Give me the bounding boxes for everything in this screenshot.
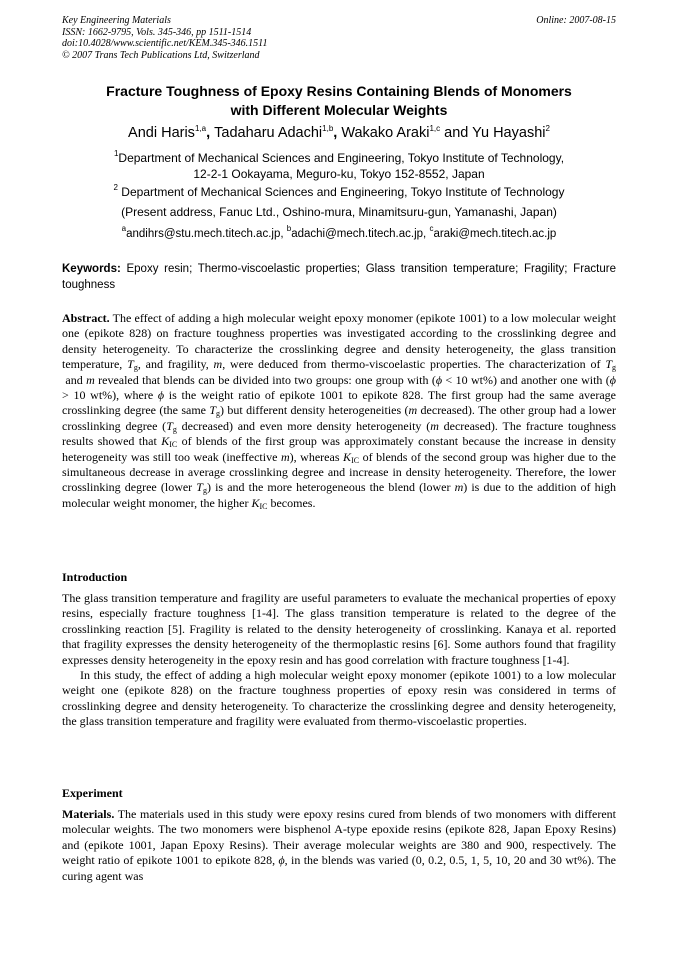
email-mark: b [286,224,292,233]
keywords [62,262,616,293]
symbol-t: T [127,357,134,372]
abstract [62,311,616,511]
online-date: Online: 2007-08-15 [536,15,616,26]
introduction-paragraph-1: The glass transition temperature and fragility are useful parameters to evaluate the mechanical properties of epoxy resins, especially fracture toughness [1-4]. The glass transition temperature is related to the degree of the crosslinking reaction [5]. Fragility is related to the density heterogeneity of crosslinking. Kanaya et al. reported that fragility expresses the density heterogeneity of the thermoplastic resins [6]. Some authors found that fragility expresses density heterogeneity in the epoxy resin and has good correlation with fracture toughness [1-4]. [62,591,616,667]
journal-header [62,15,616,61]
abstract-text: decreased). The other group had a lower crosslinking degree ( [62,403,617,433]
journal-issn: ISSN: 1662-9795, Vols. 345-346, pp 1511-1514 [62,26,252,38]
subscript-ic: IC [351,455,360,465]
affiliation-2-line-2: (Present address, Fanuc Ltd., Oshino-mura, Minamitsuru-gun, Yamanashi, Japan) [121,205,557,219]
introduction-section [62,591,616,730]
keywords-text: Epoxy resin; Thermo-viscoelastic properties; Glass transition temperature; Fragility; Fracture toughness [62,263,616,291]
materials-text: , in the blends was varied (0, 0.2, 0.5, 1, 5, 10, 20 and 30 wt%). The curing agent was [62,853,616,883]
subscript-g: g [172,424,177,434]
abstract-text: decreased). The fracture toughness results showed that [62,418,616,449]
symbol-t: T [166,418,173,433]
email-link[interactable]: adachi@mech.titech.ac.jp, [291,228,430,240]
abstract-text: < 10 wt%) and another one with ( [442,372,610,387]
subscript-g: g [612,363,616,373]
symbol-m: m [213,357,223,372]
affiliation-1-line-1: Department of Mechanical Sciences and Engineering, Tokyo Institute of Technology, [118,151,565,165]
subscript-g: g [133,363,138,373]
symbol-m: m [408,403,418,418]
author-separator: and [440,125,473,141]
symbol-t: T [605,357,612,372]
materials-label: Materials. [62,807,115,821]
journal-doi: doi:10.4028/www.scientific.net/KEM.345-346.1511 [62,38,268,49]
symbol-phi: ϕ [157,388,165,403]
affiliation-mark: 2 [113,183,118,192]
title-line-1: Fracture Toughness of Epoxy Resins Containing Blends of Monomers [106,83,572,99]
abstract-text: of blends of the second group was higher due to the simultaneous decrease in average crosslinking degree and increase in density heterogeneity. Therefore, the lower crosslinking degree (lower [62,449,616,495]
symbol-phi: ϕ [278,853,285,868]
affiliation-1-line-2: 12-2-1 Ookayama, Meguro-ku, Tokyo 152-8552, Japan [193,167,485,181]
email-mark: c [429,224,434,233]
introduction-heading: Introduction [62,570,128,584]
abstract-text: ) is and the more heterogeneous the blend (lower [206,480,455,495]
author-emails [62,224,616,242]
symbol-t: T [196,480,203,495]
author-list [62,124,616,142]
affiliation-2 [62,184,616,220]
abstract-text: and [62,372,87,387]
subscript-ic: IC [259,501,268,511]
experiment-heading: Experiment [62,786,123,800]
symbol-phi: ϕ [609,372,616,387]
author-affiliation-mark: 2 [545,124,550,133]
journal-name: Key Engineering Materials [62,15,171,26]
abstract-text: decreased) and even more density heterogeneity ( [176,418,431,433]
abstract-text: becomes. [267,495,316,510]
author-separator: , [333,125,342,141]
abstract-text: > 10 wt%), where [62,388,158,403]
abstract-text: ) is due to the addition of high molecular weight monomer, the higher [62,480,616,510]
abstract-text: of blends of the first group was approximately constant because the increase in density heterogeneity was still too weak (ineffective [62,434,616,464]
email-mark: a [121,224,127,233]
symbol-k: K [343,449,352,464]
symbol-m: m [280,449,290,464]
subscript-g: g [202,486,207,496]
affiliation-1 [62,150,616,182]
author-name: Yu Hayashi [472,125,546,141]
materials-text: The materials used in this study were epoxy resins cured from blends of two monomers with different molecular weights. The two monomers were bisphenol A-type epoxide resins (epikote 828, Japan Epoxy Resins) and (epikote 1001, Japan Epoxy Resins). Their average molecular weights are 380 and 900, respectively. The weight ratio of epikote 1001 to epikote 828, [62,807,616,868]
subscript-g: g [216,409,221,419]
author-name: Wakako Araki [341,125,430,141]
introduction-paragraph-2: In this study, the effect of adding a high molecular weight epoxy monomer (epikote 1001) to a low molecular weight one (epikote 828) on the fracture toughness properties of epoxy resin was considered in terms of crosslinking degree and density heterogeneity. To characterize the crosslinking degree and density heterogeneity, the glass transition temperature and fragility were evaluated from thermo-viscoelastic properties. [62,668,616,729]
symbol-m: m [430,418,439,433]
email-link[interactable]: araki@mech.titech.ac.jp [433,228,557,240]
abstract-text: ) but different density heterogeneities ( [220,403,409,418]
author-name: Tadaharu Adachi [214,125,323,141]
author-affiliation-mark: 1,c [429,124,441,133]
subscript-ic: IC [169,440,178,450]
title-line-2: with Different Molecular Weights [230,102,448,118]
affiliation-2-line-1: Department of Mechanical Sciences and Engineering, Tokyo Institute of Technology [117,185,565,199]
symbol-m: m [454,480,464,495]
symbol-k: K [251,495,260,510]
abstract-text: , and fragility, [137,357,214,372]
paper-title [62,82,616,120]
journal-copyright: © 2007 Trans Tech Publications Ltd, Switzerland [62,49,260,61]
materials-paragraph [62,807,616,884]
author-affiliation-mark: 1,a [194,124,207,133]
affiliation-mark: 1 [113,149,119,158]
abstract-text: , were deduced from thermo-viscoelastic properties. The characterization of [222,357,606,372]
symbol-t: T [209,403,217,418]
abstract-text: revealed that blends can be divided into two groups: one group with ( [94,372,436,387]
author-name: Andi Haris [128,125,195,141]
email-link[interactable]: andihrs@stu.mech.titech.ac.jp, [126,228,287,240]
keywords-label: Keywords: [62,263,121,275]
symbol-k: K [161,434,170,449]
symbol-phi: ϕ [435,372,443,387]
abstract-text: is the weight ratio of epikote 1001 to epikote 828. The first group had the same average crosslinking degree (the same [62,388,616,418]
author-separator: , [206,125,215,141]
abstract-text: The effect of adding a high molecular weight epoxy monomer (epikote 1001) to a low molecular weight one (epikote 828) on fracture toughness properties was investigated according to the crosslinking degree and density heterogeneity. To characterize the crosslinking degree and density heterogeneity, the glass transition temperature, [62,311,616,372]
abstract-label: Abstract. [62,311,110,325]
abstract-text: ), whereas [289,449,344,464]
symbol-m: m [86,372,95,387]
author-affiliation-mark: 1,b [322,124,334,133]
